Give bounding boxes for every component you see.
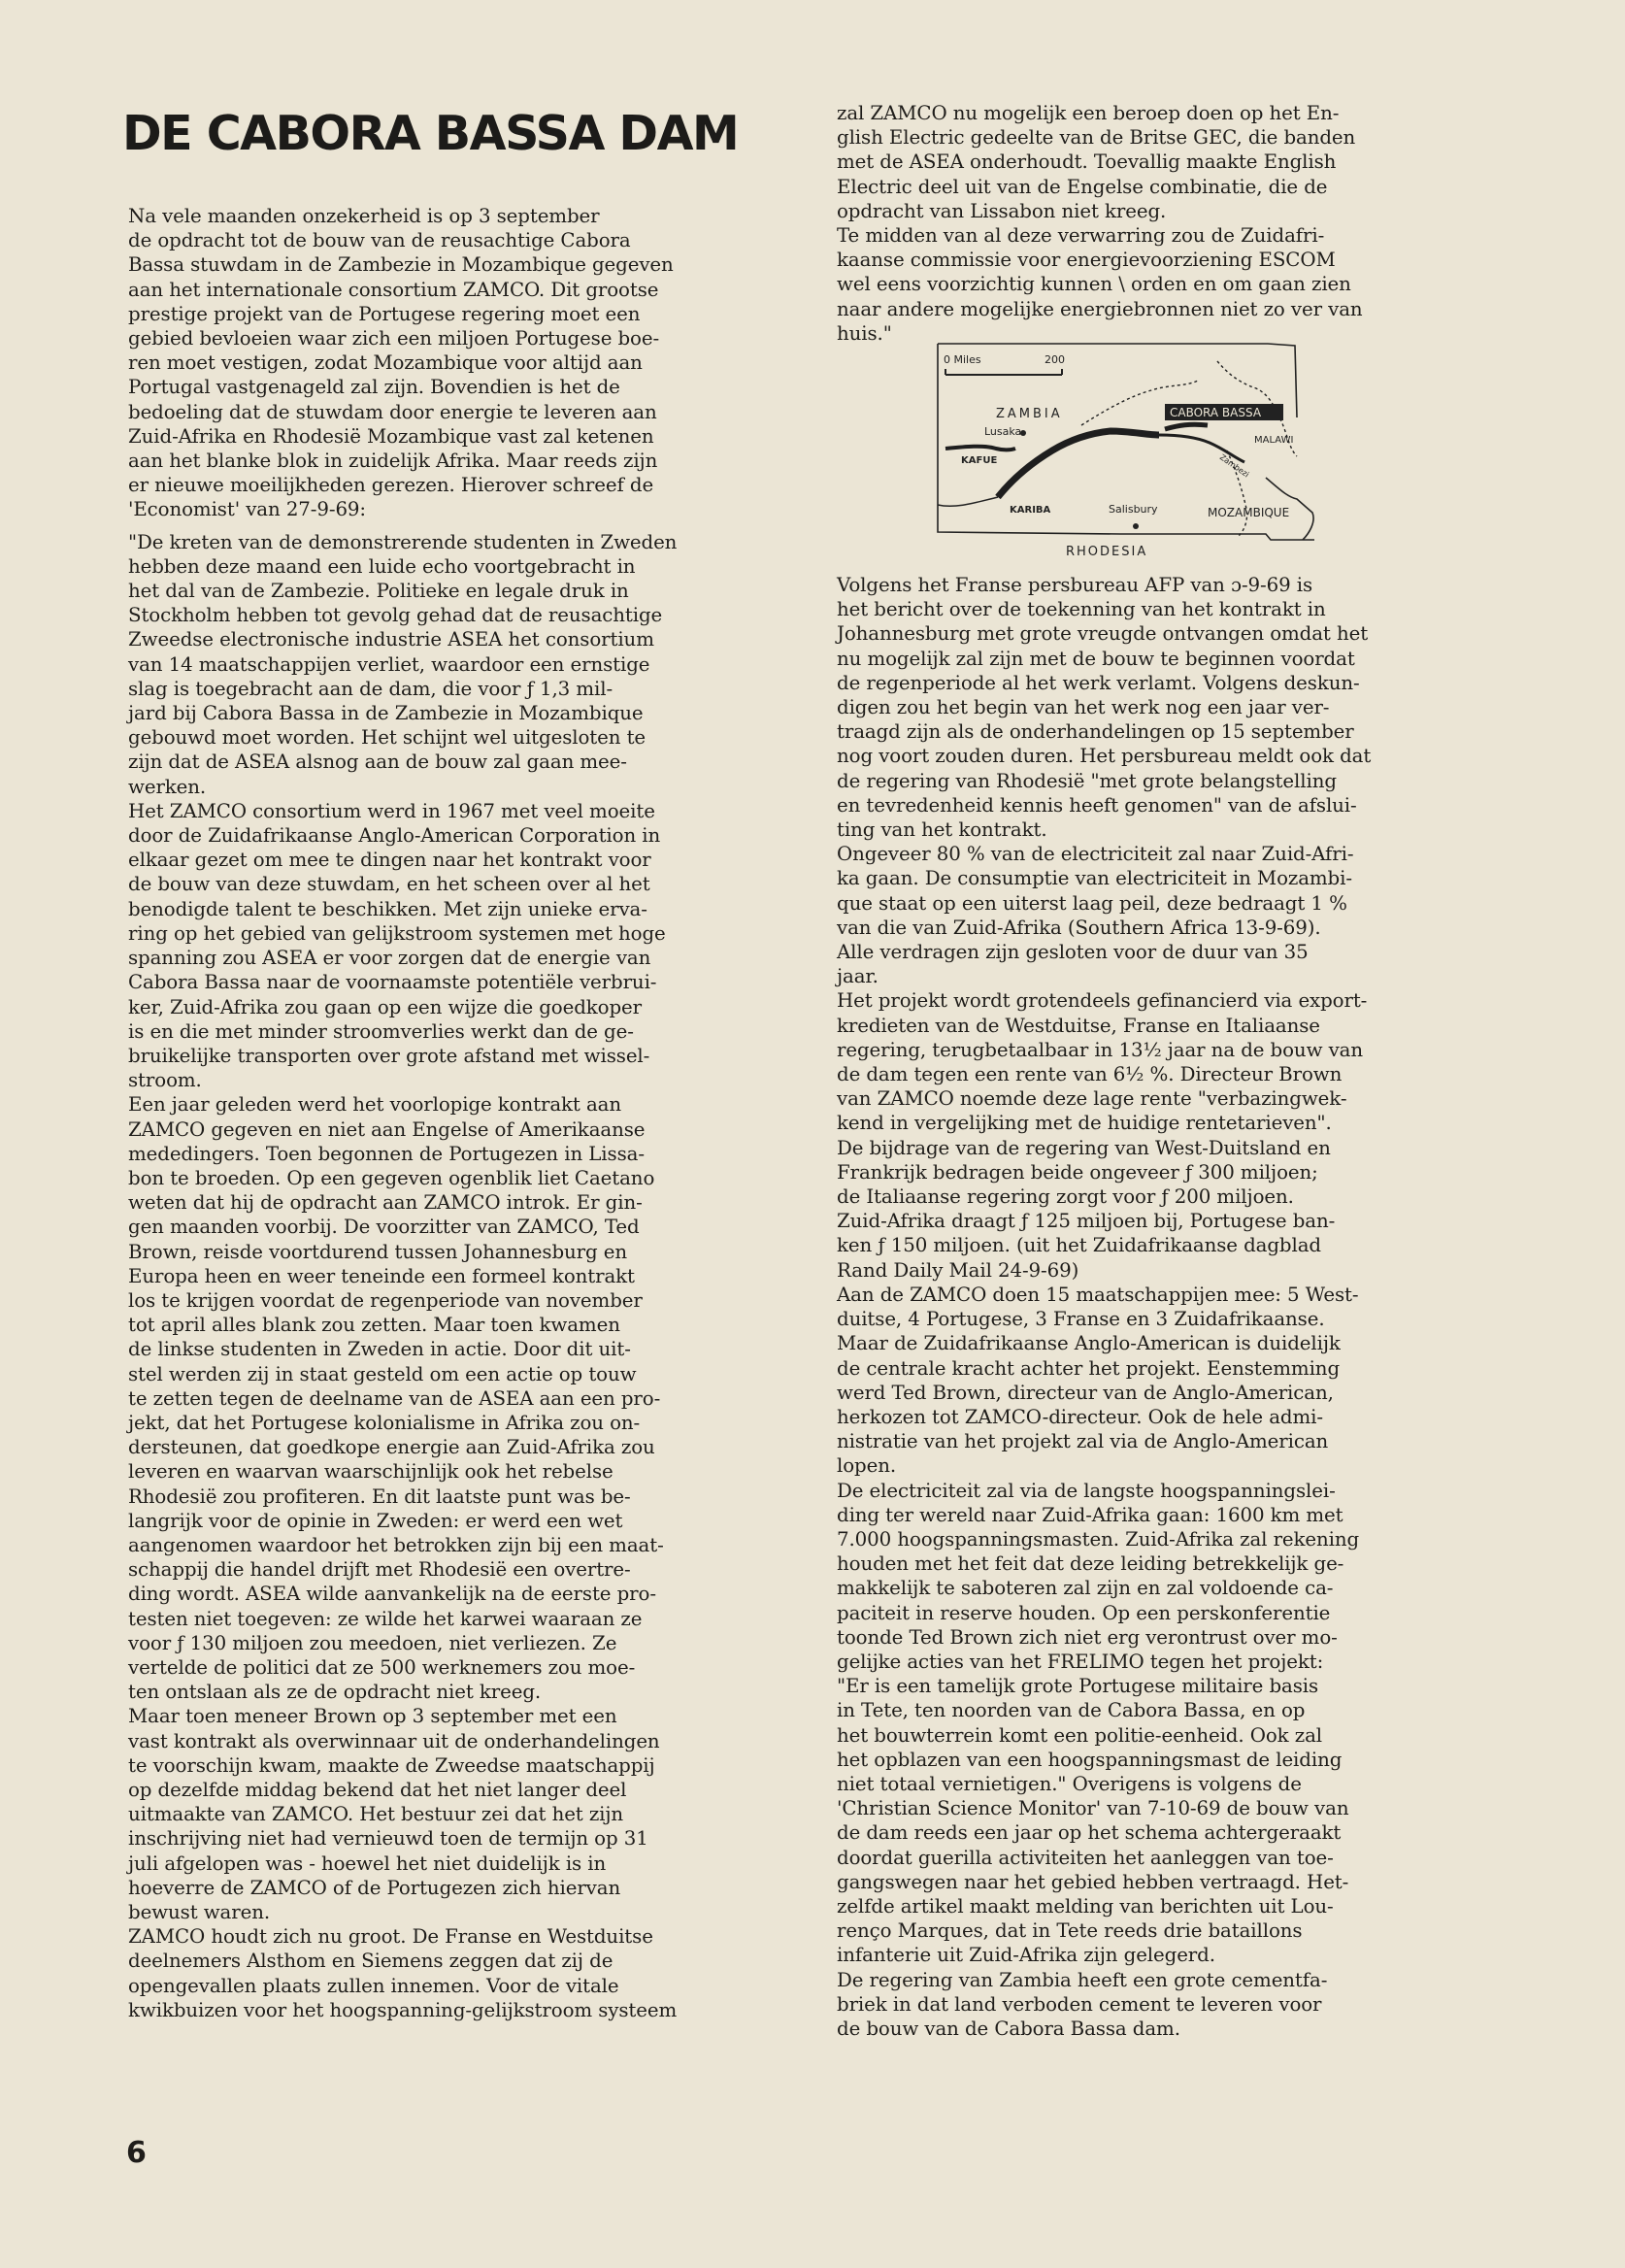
afp-report: Volgens het Franse persbureau AFP van ɔ-9-69 is het bericht over de toekenning van het kontrakt in Johannesburg met grote vreugde ontvangen omdat het nu mogelijk zal zijn met de bouw te beginnen voordat de regenperiode al het werk verlamt. Volgens deskun- digen zou het begin van het werk nog een jaar ver- traagd zijn als de onderhandelingen op 15 september nog voort zouden duren. Het persbureau meldt ook dat de regering van Rhodesië "met grote belangstelling en tevredenheid kennis heeft genomen" van de afslui- ting van het kontrakt. Ongeveer 80 % van de electriciteit zal naar Zuid-Afri- ka gaan. De consumptie van electriciteit in Mozambi- que staat op een uiterst laag peil, deze bedraagt 1 % van die van Zuid-Afrika (Southern Africa 13-9-69). Alle verdragen zijn gesloten voor de duur van 35 jaar. Het projekt wordt grotendeels gefinancierd via export- kredieten van de Westduitse, Franse en Italiaanse regering, terugbetaalbaar in 13½ jaar na de bouw van de dam tegen een rente van 6½ %. Directeur Brown van ZAMCO noemde deze lage rente "verbazingwek- kend in vergelijking met de huidige rentetarieven". De bijdrage van de regering van West-Duitsland en Frankrijk bedragen beide ongeveer ƒ 300 miljoen; de Italiaanse regering zorgt voor ƒ 200 miljoen. Zuid-Afrika draagt ƒ 125 miljoen bij, Portugese ban- ken ƒ 150 miljoen. (uit het Zuidafrikaanse dagblad Rand Daily Mail 24-9-69) Aan de ZAMCO doen 15 maatschappijen mee: 5 West- duitse, 4 Portugese, 3 Franse en 3 Zuidafrikaanse. Maar de Zuidafrikaanse Anglo-American is duidelijk de centrale kracht achter het projekt. Eenstemming werd Ted Brown, directeur van de Anglo-American, herkozen tot ZAMCO-directeur. Ook de hele admi- nistratie van het projekt zal via de Anglo-American lopen. De electriciteit zal via de langste hoogspanningslei- ding ter wereld naar Zuid-Afrika gaan: 1600 km met 7.000 hoogspanningsmasten. Zuid-Afrika zal rekening houden met het feit dat deze leiding betrekkelijk ge- makkelijk te saboteren zal zijn en zal voldoende ca- paciteit in reserve houden. Op een perskonferentie toonde Ted Brown zich niet erg verontrust over mo- gelijke acties van het FRELIMO tegen het projekt: "Er is een tamelijk grote Portugese militaire basis in Tete, ten noorden van de Cabora Bassa, en op het bouwterrein komt een politie-eenheid. Ook zal het opblazen van een hoogspanningsmast de leiding niet totaal vernietigen." Overigens is volgens de 'Christian Science Monitor' van 7-10-69 de bouw van de dam reeds een jaar op het schema achtergeraakt doordat guerilla activiteiten het aanleggen van toe- gangswegen naar het gebied hebben vertraagd. Het- zelfde artikel maakt melding van berichten uit Lou- renço Marques, dat in Tete reeds drie bataillons infanterie uit Zuid-Afrika zijn gelegerd. De regering van Zambia heeft een grote cementfa- briek in dat land verboden cement te leveren voor de bouw van de Cabora Bassa dam. [837,574,1372,2040]
article-title: DE CABORA BASSA DAM [122,106,739,161]
mozambique-label: MOZAMBIQUE [1208,506,1290,519]
scale-end-label: 200 [1045,353,1065,366]
zambia-label: ZAMBIA [996,407,1063,421]
rhodesia-label: RHODESIA [1066,545,1148,559]
zambezi-label: Zambezi [1217,452,1251,480]
malawi-label: MALAWI [1254,435,1294,446]
salisbury-label: Salisbury [1109,503,1158,516]
cabora-bassa-lake [1165,424,1208,429]
kafue-river [945,447,1015,450]
south-edge [938,497,998,506]
cabora-bassa-label: CABORA BASSA [1170,406,1262,419]
right-column-bottom [837,573,1507,2041]
kariba-lake [998,431,1159,497]
kafue-label: KAFUE [961,455,998,466]
page-number: 6 [126,2136,147,2170]
right-column-top [837,101,1507,346]
scale-bar [945,369,1062,375]
economist-quote: "De kreten van de demonstrerende studenten in Zweden hebben deze maand een luide echo voortgebracht in het dal van de Zambezie. Politieke en legale druk in Stockholm hebben tot gevolg gehad dat de reusachtige Zweedse electronische industrie ASEA het consortium van 14 maatschappijen verliet, waardoor een ernstige slag is toegebracht aan de dam, die voor ƒ 1,3 mil- jard bij Cabora Bassa in de Zambezie in Mozambique gebouwd moet worden. Het schijnt wel uitgesloten te zijn dat de ASEA alsnog aan de bouw zal gaan mee- werken. Het ZAMCO consortium werd in 1967 met veel moeite door de Zuidafrikaanse Anglo-American Corporation in elkaar gezet om mee te dingen naar het kontrakt voor de bouw van deze stuwdam, en het scheen over al het benodigde talent te beschikken. Met zijn unieke erva- ring op het gebied van gelijkstroom systemen met hoge spanning zou ASEA er voor zorgen dat de energie van Cabora Bassa naar de voornaamste potentiële verbrui- ker, Zuid-Afrika zou gaan op een wijze die goedkoper is en die met minder stroomverlies werkt dan de ge- bruikelijke transporten over grote afstand met wissel- stroom. Een jaar geleden werd het voorlopige kontrakt aan ZAMCO gegeven en niet aan Engelse of Amerikaanse mededingers. Toen begonnen de Portugezen in Lissa- bon te broeden. Op een gegeven ogenblik liet Caetano weten dat hij de opdracht aan ZAMCO introk. Er gin- gen maanden voorbij. De voorzitter van ZAMCO, Ted Brown, reisde voortdurend tussen Johannesburg en Europa heen en weer teneinde een formeel kontrakt los te krijgen voordat de regenperiode van november tot april alles blank zou zetten. Maar toen kwamen de linkse studenten in Zweden in actie. Door dit uit- stel werden zij in staat gesteld om een actie op touw te zetten tegen de deelname van de ASEA aan een pro- jekt, dat het Portugese kolonialisme in Afrika zou on- dersteunen, dat goedkope energie aan Zuid-Afrika zou leveren en waarvan waarschijnlijk ook het rebelse Rhodesië zou profiteren. En dit laatste punt was be- langrijk voor de opinie in Zweden: er werd een wet aangenomen waardoor het betrokken zijn bij een maat- schappij die handel drijft met Rhodesië een overtre- ding wordt. ASEA wilde aanvankelijk na de eerste pro- testen niet toegeven: ze wilde het karwei waaraan ze voor ƒ 130 miljoen zou meedoen, niet verliezen. Ze vertelde de politici dat ze 500 werknemers zou moe- ten ontslaan als ze de opdracht niet kreeg. Maar toen meneer Brown op 3 september met een vast kontrakt als overwinnaar uit de onderhandelingen te voorschijn kwam, maakte de Zweedse maatschappij op dezelfde middag bekend dat het niet langer deel uitmaakte van ZAMCO. Het bestuur zei dat het zijn inschrijving niet had vernieuwd toen de termijn op 31 juli afgelopen was - hoewel het niet duidelijk is in hoeverre de ZAMCO of de Portugezen zich hiervan bewust waren. ZAMCO houdt zich nu groot. De Franse en Westduitse deelnemers Alsthom en Siemens zeggen dat zij de opengevallen plaats zullen innemen. Voor de vitale kwikbuizen voor het hoogspanning-gelijkstroom systeem [128,530,678,2021]
salisbury-dot [1133,523,1139,529]
lusaka-label: Lusaka [984,425,1022,438]
kariba-label: KARIBA [1010,505,1051,516]
region-map [936,342,1334,565]
quote-continuation: zal ZAMCO nu mogelijk een beroep doen op het En- glish Electric gedeelte van de Britse GEC, die banden met de ASEA onderhoudt. Toevallig maakte English Electric deel uit van de Engelse combinatie, die de opdracht van Lissabon niet kreeg. Te midden van al deze verwarring zou de Zuidafri- kaanse commissie voor energievoorziening ESCOM wel eens voorzichtig kunnen \ orden en om gaan zien naar andere mogelijke energiebronnen niet zo ver van huis." [837,102,1363,345]
intro-paragraph: Na vele maanden onzekerheid is op 3 september de opdracht tot de bouw van de reusachtige Cabora Bassa stuwdam in de Zambezie in Mozambique gegeven aan het internationale consortium ZAMCO. Dit grootse prestige projekt van de Portugese regering moet een gebied bevloeien waar zich een miljoen Portugese boe- ren moet vestigen, zodat Mozambique voor altijd aan Portugal vastgenageld zal zijn. Bovendien is het de bedoeling dat de stuwdam door energie te leveren aan Zuid-Afrika en Rhodesië Mozambique vast zal ketenen aan het blanke blok in zuidelijk Afrika. Maar reeds zijn er nieuwe moeilijkheden gerezen. Hierover schreef de 'Economist' van 27-9-69: [128,205,674,521]
left-column [128,204,798,2022]
scale-start-label: 0 Miles [944,353,981,366]
